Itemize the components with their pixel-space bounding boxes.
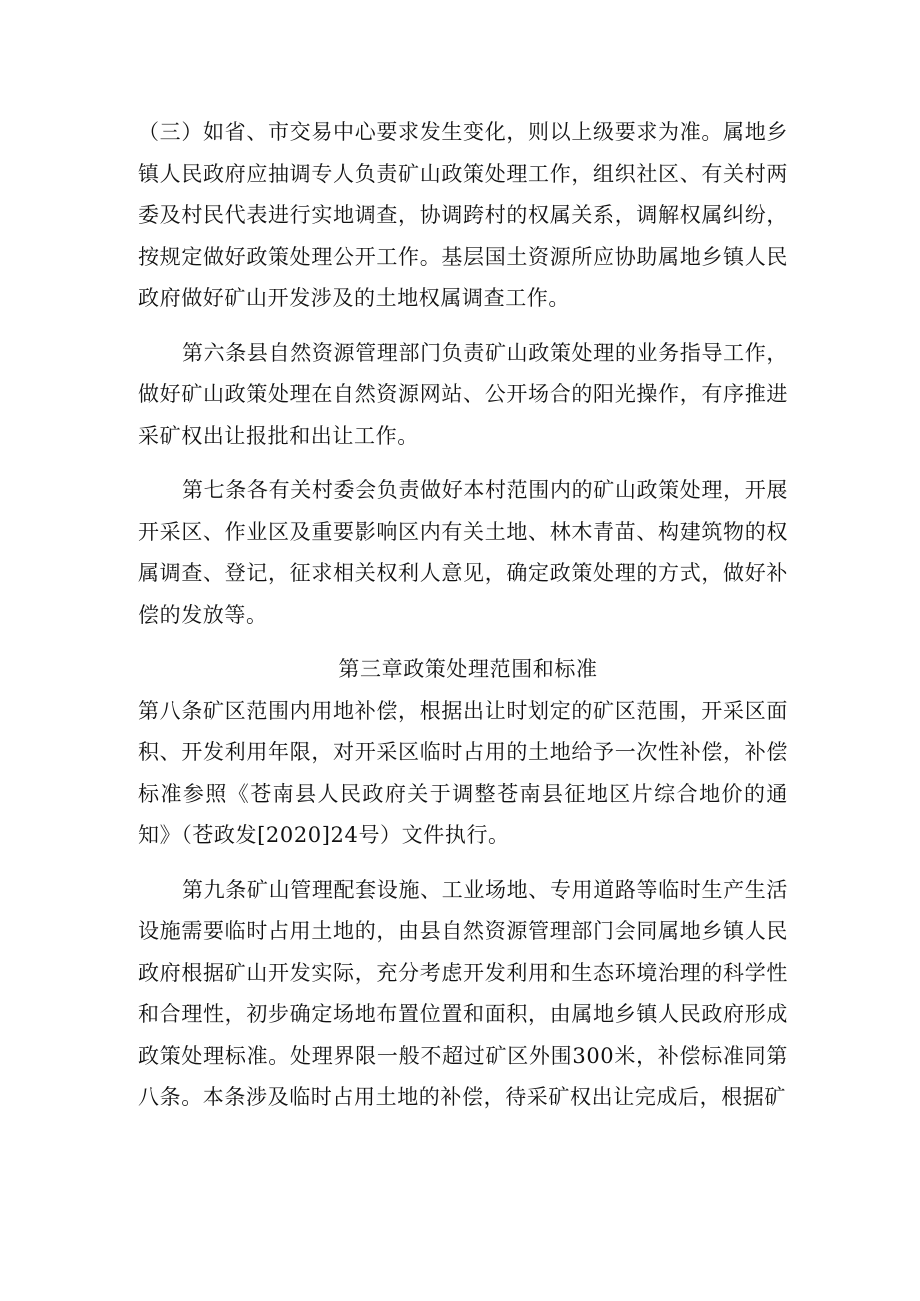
paragraph-article-8: 第八条矿区范围内用地补偿，根据出让时划定的矿区范围，开采区面积、开发利用年限，对开采区临时占用的土地给予一次性补偿，补偿标准参照《苍南县人民政府关于调整苍南县征地区片综合地价的通知》（苍政发[2020]24号）文件执行。 [138, 698, 788, 847]
chapter-heading: 第三章政策处理范围和标准 [338, 657, 598, 681]
paragraph-item-3: （三）如省、市交易中心要求发生变化，则以上级要求为准。属地乡镇人民政府应抽调专人负责矿山政策处理工作，组织社区、有关村两委及村民代表进行实地调查，协调跨村的权属关系，调解权属纠纷，按规定做好政策处理公开工作。基层国土资源所应协助属地乡镇人民政府做好矿山开发涉及的土地权属调查工作。 [138, 120, 788, 310]
paragraph-article-6: 第六条县自然资源管理部门负责矿山政策处理的业务指导工作，做好矿山政策处理在自然资源网站、公开场合的阳光操作，有序推进采矿权出让报批和出让工作。 [138, 340, 788, 448]
paragraph-article-9: 第九条矿山管理配套设施、工业场地、专用道路等临时生产生活设施需要临时占用土地的，由县自然资源管理部门会同属地乡镇人民政府根据矿山开发实际，充分考虑开发利用和生态环境治理的科学性和合理性，初步确定场地布置位置和面积，由属地乡镇人民政府形成政策处理标准。处理界限一般不超过矿区外围300米，补偿标准同第八条。本条涉及临时占用土地的补偿，待采矿权出让完成后，根据矿 [138, 877, 788, 1109]
paragraph-article-7: 第七条各有关村委会负责做好本村范围内的矿山政策处理，开展开采区、作业区及重要影响区内有关土地、林木青苗、构建筑物的权属调查、登记，征求相关权利人意见，确定政策处理的方式，做好补偿的发放等。 [138, 478, 788, 627]
document-body [138, 112, 788, 1132]
